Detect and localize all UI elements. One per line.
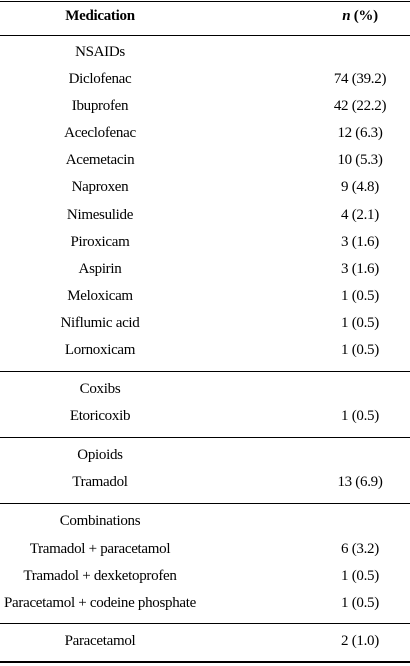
group-rule xyxy=(0,503,410,504)
row-value: 1 (0.5) xyxy=(341,315,379,331)
row-value: 13 (6.9) xyxy=(337,474,383,490)
group-rule xyxy=(0,371,410,372)
row-value: 42 (22.2) xyxy=(333,98,387,114)
row-name: Tramadol xyxy=(72,474,128,490)
row-value: 4 (2.1) xyxy=(341,207,379,223)
header-pct: (%) xyxy=(353,8,378,24)
row-value: 1 (0.5) xyxy=(341,568,379,584)
header-n-pct xyxy=(310,6,410,26)
row-value: 12 (6.3) xyxy=(337,125,383,141)
row-name: Niflumic acid xyxy=(60,315,140,331)
row-name: Meloxicam xyxy=(67,288,133,304)
row-value: 1 (0.5) xyxy=(341,595,379,611)
header-rule xyxy=(0,35,410,36)
row-name: Diclofenac xyxy=(68,71,132,87)
row-value: 3 (1.6) xyxy=(341,234,379,250)
row-value: 2 (1.0) xyxy=(341,633,379,649)
bottom-rule xyxy=(0,661,410,663)
row-name: Tramadol + paracetamol xyxy=(29,541,171,557)
row-value: 1 (0.5) xyxy=(341,342,379,358)
row-name: Ibuprofen xyxy=(71,98,129,114)
row-name: Aceclofenac xyxy=(64,125,136,141)
row-name: Acemetacin xyxy=(65,152,135,168)
row-value: 74 (39.2) xyxy=(333,71,387,87)
row-name: Etoricoxib xyxy=(69,408,131,424)
header-medication: Medication xyxy=(65,8,135,24)
row-value: 1 (0.5) xyxy=(341,288,379,304)
row-name: Tramadol + dexketoprofen xyxy=(23,568,177,584)
group-label: Combinations xyxy=(59,513,141,529)
row-value: 9 (4.8) xyxy=(341,179,379,195)
row-name: Piroxicam xyxy=(70,234,130,250)
row-name: Paracetamol xyxy=(64,633,136,649)
row-name: Nimesulide xyxy=(66,207,134,223)
group-rule xyxy=(0,437,410,438)
group-label: Opioids xyxy=(77,447,123,463)
header-n: n xyxy=(342,8,351,24)
group-rule xyxy=(0,623,410,624)
row-name: Naproxen xyxy=(71,179,129,195)
group-label: Coxibs xyxy=(79,381,121,397)
row-value: 6 (3.2) xyxy=(341,541,379,557)
group-label: NSAIDs xyxy=(75,44,125,60)
row-value: 10 (5.3) xyxy=(337,152,383,168)
row-name: Lornoxicam xyxy=(64,342,136,358)
row-name: Paracetamol + codeine phosphate xyxy=(4,595,196,611)
row-value: 1 (0.5) xyxy=(341,408,379,424)
row-value: 3 (1.6) xyxy=(341,261,379,277)
row-name: Aspirin xyxy=(78,261,122,277)
top-rule xyxy=(0,1,410,2)
